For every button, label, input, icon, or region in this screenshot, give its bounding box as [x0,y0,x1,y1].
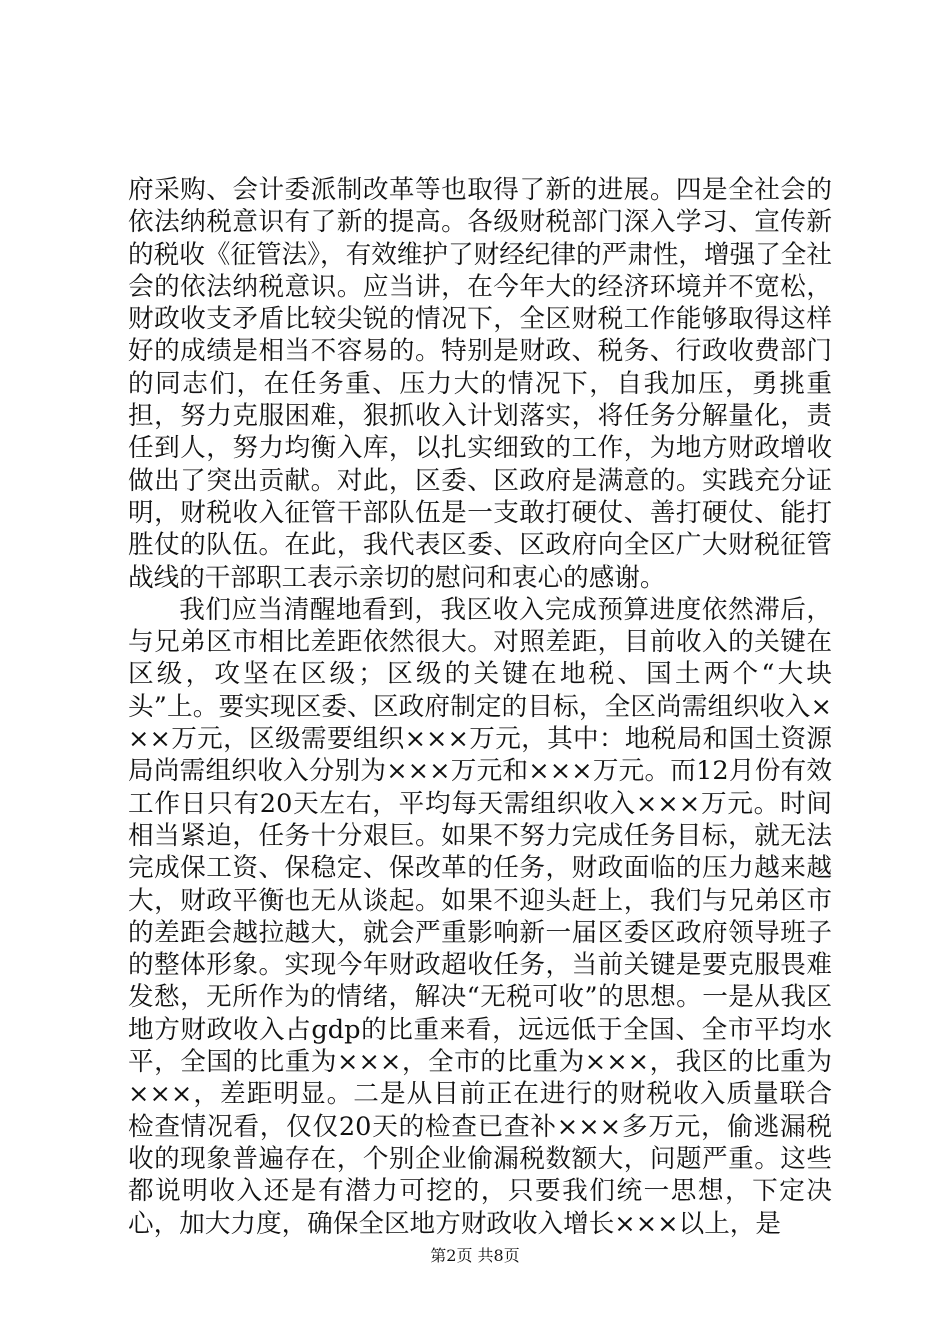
body-text [128,174,832,1240]
paragraph: 我们应当清醒地看到，我区收入完成预算进度依然滞后，与兄弟区市相比差距依然很大。对照差距，目前收入的关键在区级，攻坚在区级；区级的关键在地税、国土两个“大块头”上。要实现区委、区政府制定的目标，全区尚需组织收入×××万元，区级需要组织×××万元，其中：地税局和国土资源局尚需组织收入分别为×××万元和×××万元。而12月份有效工作日只有20天左右，平均每天需组织收入×××万元。时间相当紧迫，任务十分艰巨。如果不努力完成任务目标，就无法完成保工资、保稳定、保改革的任务，财政面临的压力越来越大，财政平衡也无从谈起。如果不迎头赶上，我们与兄弟区市的差距会越拉越大，就会严重影响新一届区委区政府领导班子的整体形象。实现今年财政超收任务，当前关键是要克服畏难发愁，无所作为的情绪，解决“无税可收”的思想。一是从我区地方财政收入占gdp的比重来看，远远低于全国、全市平均水平，全国的比重为×××，全市的比重为×××，我区的比重为×××，差距明显。二是从目前正在进行的财税收入质量联合检查情况看，仅仅20天的检查已查补×××多万元，偷逃漏税收的现象普遍存在，个别企业偷漏税数额大，问题严重。这些都说明收入还是有潜力可挖的，只要我们统一思想，下定决心，加大力度，确保全区地方财政收入增长×××以上，是 [128,594,832,1239]
paragraph-continued: 府采购、会计委派制改革等也取得了新的进展。四是全社会的依法纳税意识有了新的提高。各级财税部门深入学习、宣传新的税收《征管法》，有效维护了财经纪律的严肃性，增强了全社会的依法纳税意识。应当讲，在今年大的经济环境并不宽松，财政收支矛盾比较尖锐的情况下，全区财税工作能够取得这样好的成绩是相当不容易的。特别是财政、税务、行政收费部门的同志们，在任务重、压力大的情况下，自我加压，勇挑重担，努力克服困难，狠抓收入计划落实，将任务分解量化，责任到人，努力均衡入库，以扎实细致的工作，为地方财政增收做出了突出贡献。对此，区委、区政府是满意的。实践充分证明，财税收入征管干部队伍是一支敢打硬仗、善打硬仗、能打胜仗的队伍。在此，我代表区委、区政府向全区广大财税征管战线的干部职工表示亲切的慰问和衷心的感谢。 [128,175,832,593]
page-number: 第2页 共8页 [430,1246,520,1265]
